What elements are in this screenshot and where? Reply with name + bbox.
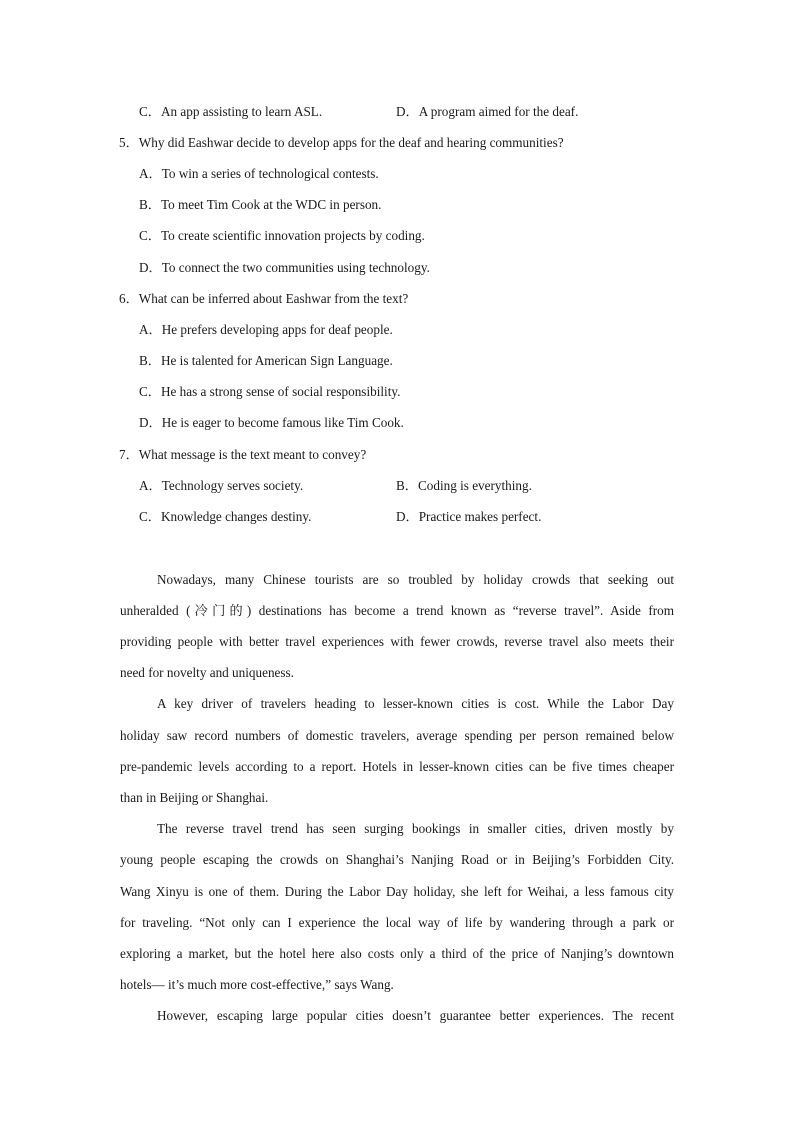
question-text: What message is the text meant to convey? xyxy=(138,447,367,462)
option-text: A program aimed for the deaf. xyxy=(418,104,579,119)
option-text: Coding is everything. xyxy=(417,478,532,493)
option-text: An app assisting to learn ASL. xyxy=(160,104,323,119)
option-letter: B． xyxy=(139,197,161,212)
q5-option-d[interactable] xyxy=(139,259,430,277)
q5-option-b[interactable] xyxy=(139,196,381,214)
option-text: To connect the two communities using technology. xyxy=(161,260,430,275)
option-letter: A． xyxy=(139,322,162,337)
q7-option-d[interactable] xyxy=(396,508,541,526)
question-text: What can be inferred about Eashwar from the text? xyxy=(138,291,409,306)
question-number: 6． xyxy=(119,291,139,306)
option-letter: B． xyxy=(139,353,161,368)
option-text: Knowledge changes destiny. xyxy=(160,509,312,524)
paragraph-line: hotels— it’s much more cost-effective,” says Wang. xyxy=(120,977,394,992)
option-text: He is eager to become famous like Tim Cook. xyxy=(161,415,404,430)
question-number: 7． xyxy=(119,447,139,462)
q6-option-d[interactable] xyxy=(139,414,404,432)
option-text: He is talented for American Sign Language. xyxy=(160,353,393,368)
option-letter: A． xyxy=(139,478,162,493)
q7-option-c[interactable] xyxy=(139,508,311,526)
option-letter: D． xyxy=(396,104,419,119)
option-text: To meet Tim Cook at the WDC in person. xyxy=(160,197,382,212)
option-letter: A． xyxy=(139,166,162,181)
paragraph-line: for traveling. “Not only can I experience the local way of life by wandering through a park or xyxy=(120,915,674,930)
paragraph-line: pre-pandemic levels according to a report. Hotels in lesser-known cities can be five times cheaper xyxy=(120,759,674,774)
option-text: He prefers developing apps for deaf people. xyxy=(161,322,393,337)
option-letter: D． xyxy=(396,509,419,524)
paragraph-line: Wang Xinyu is one of them. During the Labor Day holiday, she left for Weihai, a less famous city xyxy=(120,884,674,899)
option-letter: C． xyxy=(139,104,161,119)
option-letter: C． xyxy=(139,384,161,399)
paragraph-line: need for novelty and uniqueness. xyxy=(120,665,294,680)
paragraph-line: However, escaping large popular cities doesn’t guarantee better experiences. The recent xyxy=(157,1008,674,1023)
q6-option-a[interactable] xyxy=(139,321,393,339)
question-text: Why did Eashwar decide to develop apps for the deaf and hearing communities? xyxy=(138,135,564,150)
paragraph-line: The reverse travel trend has seen surging bookings in smaller cities, driven mostly by xyxy=(157,821,674,836)
q4-option-d[interactable] xyxy=(396,103,578,121)
option-text: To win a series of technological contests. xyxy=(161,166,379,181)
paragraph-line: unheralded (冷门的) destinations has become a trend known as “reverse travel”. Aside from xyxy=(120,603,674,618)
option-text: He has a strong sense of social responsibility. xyxy=(160,384,401,399)
option-letter: C． xyxy=(139,509,161,524)
option-letter: C． xyxy=(139,228,161,243)
question-5 xyxy=(119,134,564,152)
q6-option-b[interactable] xyxy=(139,352,393,370)
q5-option-a[interactable] xyxy=(139,165,379,183)
q5-option-c[interactable] xyxy=(139,227,425,245)
q7-option-a[interactable] xyxy=(139,477,303,495)
question-6 xyxy=(119,290,408,308)
option-text: To create scientific innovation projects by coding. xyxy=(160,228,425,243)
option-letter: B． xyxy=(396,478,418,493)
paragraph-line: young people escaping the crowds on Shanghai’s Nanjing Road or in Beijing’s Forbidden City. xyxy=(120,852,674,867)
paragraph-line: exploring a market, but the hotel here also costs only a third of the price of Nanjing’s downtown xyxy=(120,946,674,961)
paragraph-line: providing people with better travel experiences with fewer crowds, reverse travel also meets their xyxy=(120,634,674,649)
q6-option-c[interactable] xyxy=(139,383,400,401)
paragraph-line: holiday saw record numbers of domestic travelers, average spending per person remained below xyxy=(120,728,674,743)
option-letter: D． xyxy=(139,415,162,430)
option-text: Technology serves society. xyxy=(161,478,304,493)
paragraph-line: Nowadays, many Chinese tourists are so troubled by holiday crowds that seeking out xyxy=(157,572,674,587)
q7-option-b[interactable] xyxy=(396,477,532,495)
question-7 xyxy=(119,446,366,464)
paragraph-line: than in Beijing or Shanghai. xyxy=(120,790,269,805)
option-text: Practice makes perfect. xyxy=(418,509,542,524)
option-letter: D． xyxy=(139,260,162,275)
question-number: 5． xyxy=(119,135,139,150)
q4-option-c[interactable] xyxy=(139,103,322,121)
paragraph-line: A key driver of travelers heading to lesser-known cities is cost. While the Labor Day xyxy=(157,696,674,711)
